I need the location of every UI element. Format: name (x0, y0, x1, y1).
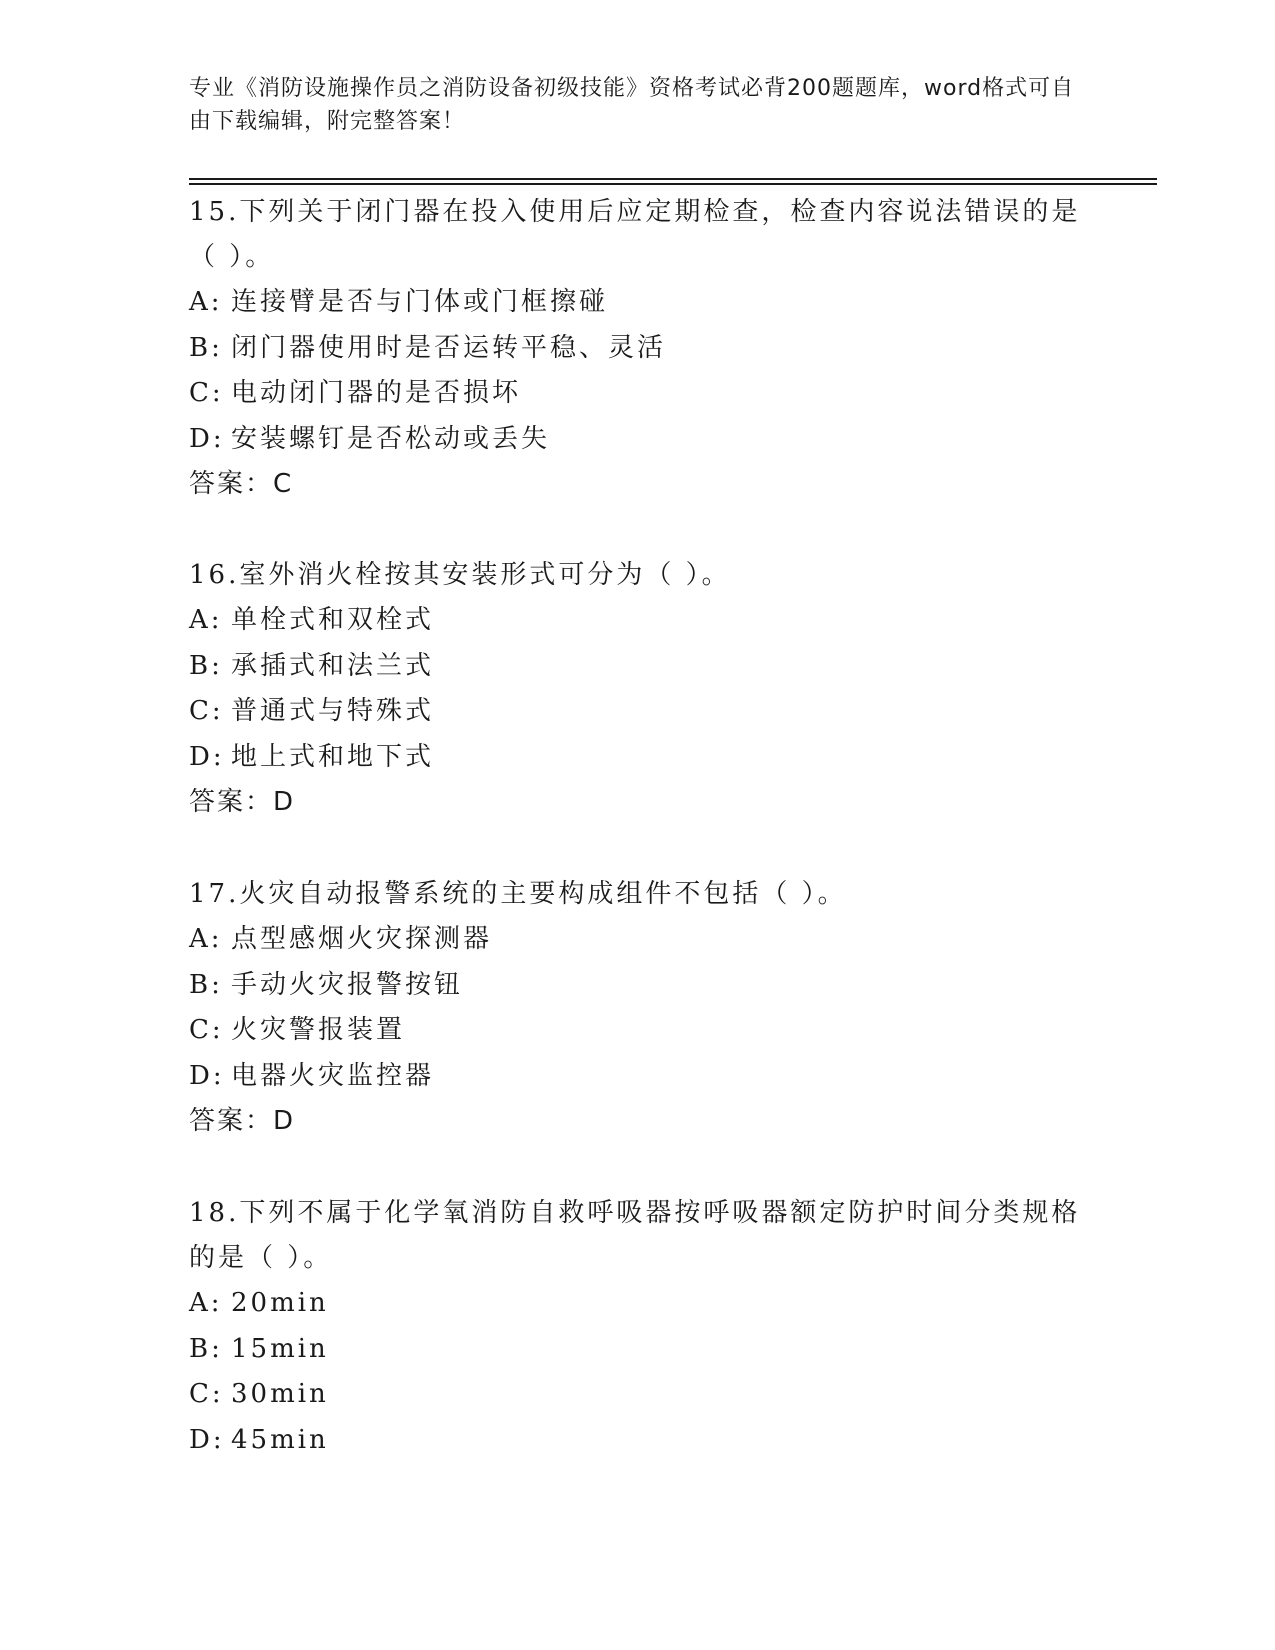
option-c (189, 1372, 1089, 1418)
option-key: D: (189, 1424, 225, 1455)
option-key: A: (189, 287, 223, 317)
option-text: 手动火灾报警按钮 (231, 969, 464, 1000)
option-c (189, 689, 1089, 735)
option-text: 20min (231, 1288, 329, 1318)
header-divider-bottom (189, 183, 1157, 185)
option-key: A: (189, 924, 223, 954)
option-key: B: (189, 1333, 223, 1364)
option-d (189, 417, 1089, 463)
option-text: 闭门器使用时是否运转平稳、灵活 (231, 332, 667, 363)
option-b (189, 963, 1089, 1009)
option-b (189, 1327, 1089, 1373)
option-text: 地上式和地下式 (231, 741, 435, 772)
question-15 (189, 190, 1089, 508)
option-text: 单栓式和双栓式 (231, 605, 435, 635)
option-text: 安装螺钉是否松动或丢失 (231, 423, 551, 454)
option-d (189, 1418, 1089, 1464)
option-key: B: (189, 969, 223, 1000)
option-text: 电动闭门器的是否损坏 (231, 378, 522, 408)
question-stem: 16.室外消火栓按其安装形式可分为（ ）。 (189, 560, 731, 590)
option-a (189, 598, 1089, 644)
option-key: C: (189, 1015, 224, 1045)
option-text: 45min (231, 1424, 329, 1455)
option-c (189, 371, 1089, 417)
answer-line: 答案：D (189, 1106, 296, 1136)
option-text: 连接臂是否与门体或门框擦碰 (231, 287, 609, 317)
option-b (189, 326, 1089, 372)
option-d (189, 735, 1089, 781)
option-key: A: (189, 1288, 223, 1318)
question-stem: 17.火灾自动报警系统的主要构成组件不包括（ ）。 (189, 879, 847, 909)
option-text: 普通式与特殊式 (231, 696, 435, 726)
option-key: C: (189, 378, 224, 408)
answer-line: 答案：D (189, 787, 296, 817)
option-a (189, 917, 1089, 963)
answer-line: 答案：C (189, 469, 294, 499)
option-text: 点型感烟火灾探测器 (231, 924, 493, 954)
document-header: 专业《消防设施操作员之消防设备初级技能》资格考试必背200题题库，word格式可自由下载编辑，附完整答案！ (189, 76, 1075, 134)
option-d (189, 1054, 1089, 1100)
option-text: 火灾警报装置 (231, 1015, 406, 1045)
option-key: B: (189, 650, 223, 681)
header-divider-top (189, 178, 1157, 180)
option-text: 15min (231, 1333, 329, 1364)
question-stem: 15.下列关于闭门器在投入使用后应定期检查，检查内容说法错误的是（ ）。 (189, 197, 1081, 272)
option-text: 电器火灾监控器 (231, 1060, 435, 1091)
option-key: A: (189, 605, 223, 635)
option-a (189, 280, 1089, 326)
option-c (189, 1008, 1089, 1054)
option-key: D: (189, 741, 225, 772)
question-stem: 18.下列不属于化学氧消防自救呼吸器按呼吸器额定防护时间分类规格的是（ ）。 (189, 1198, 1081, 1273)
option-key: D: (189, 1060, 225, 1091)
option-text: 承插式和法兰式 (231, 650, 435, 681)
option-key: C: (189, 1379, 224, 1409)
option-key: B: (189, 332, 223, 363)
question-17 (189, 872, 1089, 1145)
option-key: D: (189, 423, 225, 454)
option-b (189, 644, 1089, 690)
option-a (189, 1281, 1089, 1327)
question-18 (189, 1191, 1089, 1463)
option-key: C: (189, 696, 224, 726)
option-text: 30min (231, 1379, 329, 1409)
question-16 (189, 553, 1089, 826)
